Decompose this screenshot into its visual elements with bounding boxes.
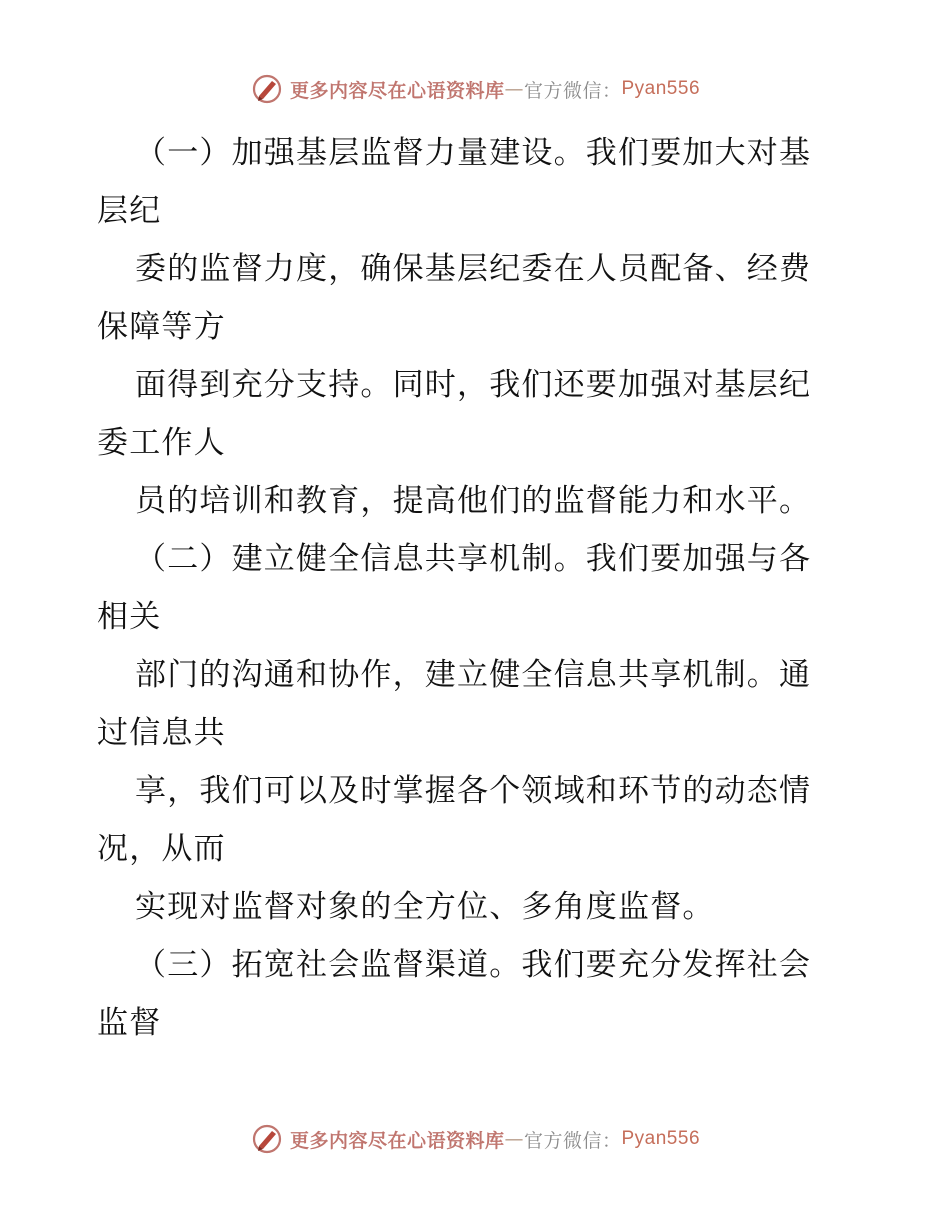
body-line: 员的培训和教育，提高他们的监督能力和水平。 xyxy=(135,483,812,519)
watermark-id: Pyan556 xyxy=(621,1128,701,1149)
pen-logo-icon xyxy=(250,1122,284,1156)
document-body xyxy=(97,124,857,1052)
watermark-label: 官方微信： xyxy=(523,79,622,102)
body-line: 相关 xyxy=(97,599,162,635)
footer-watermark xyxy=(0,1122,950,1156)
body-line: 部门的沟通和协作，建立健全信息共享机制。通 xyxy=(135,657,812,693)
header-watermark xyxy=(0,72,950,106)
body-line: 保障等方 xyxy=(97,309,226,345)
watermark-main: 更多内容尽在心语资料库 xyxy=(289,1129,505,1152)
body-line: 层纪 xyxy=(97,193,162,229)
body-line: 实现对监督对象的全方位、多角度监督。 xyxy=(135,889,715,925)
body-line: 面得到充分支持。同时，我们还要加强对基层纪 xyxy=(135,367,812,403)
watermark-dash: — xyxy=(504,78,524,100)
watermark-text xyxy=(290,76,700,103)
body-line: 享，我们可以及时掌握各个领域和环节的动态情 xyxy=(135,773,812,809)
body-line: 况，从而 xyxy=(97,831,226,867)
watermark-main: 更多内容尽在心语资料库 xyxy=(289,79,505,102)
watermark-label: 官方微信： xyxy=(523,1129,622,1152)
pen-logo-icon xyxy=(250,72,284,106)
body-line: （二）建立健全信息共享机制。我们要加强与各 xyxy=(135,541,812,577)
watermark-text xyxy=(290,1126,700,1153)
body-line: （三）拓宽社会监督渠道。我们要充分发挥社会 xyxy=(135,947,812,983)
body-line: （一）加强基层监督力量建设。我们要加大对基 xyxy=(135,135,812,171)
body-line: 监督 xyxy=(97,1005,162,1041)
body-line: 委工作人 xyxy=(97,425,226,461)
body-line: 委的监督力度，确保基层纪委在人员配备、经费 xyxy=(135,251,812,287)
watermark-id: Pyan556 xyxy=(621,78,701,99)
watermark-dash: — xyxy=(504,1128,524,1150)
body-line: 过信息共 xyxy=(97,715,226,751)
